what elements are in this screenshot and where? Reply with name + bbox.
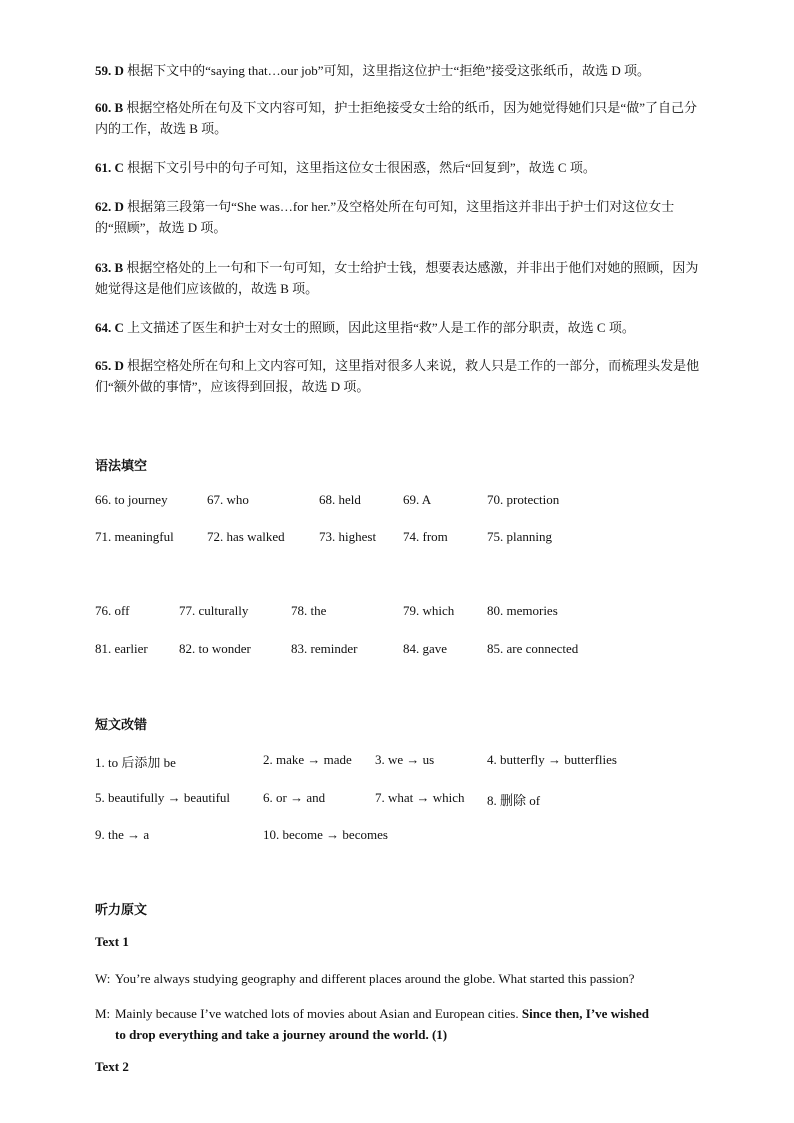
- grammar-row: [95, 492, 705, 510]
- dialogue-key-sentence: to drop everything and take a journey around the world. (1): [115, 1027, 448, 1042]
- answer-62: [95, 196, 705, 238]
- grammar-answer: 83. reminder: [291, 641, 358, 656]
- grammar-answer: 74. from: [403, 529, 448, 544]
- answer-number: 63. B: [95, 260, 124, 275]
- correction-answer: 2. make → made: [263, 752, 352, 767]
- answer-61: [95, 157, 705, 178]
- answer-60: [95, 97, 705, 139]
- grammar-answer: 69. A: [403, 492, 432, 507]
- correction-answer: 1. to 后添加 be: [95, 755, 176, 770]
- correction-answer: 9. the → a: [95, 827, 150, 842]
- correction-answer: 3. we → us: [375, 752, 435, 767]
- grammar-answer: 72. has walked: [207, 529, 285, 544]
- dialogue-text: Mainly because I’ve watched lots of movies about Asian and European cities.: [115, 1006, 522, 1021]
- answer-explanation: 根据第三段第一句“She was…for her.”及空格处所在句可知，这里指这并非出于护士们对这位女士的“照顾”，故选 D 项。: [95, 199, 675, 235]
- grammar-answer: 82. to wonder: [179, 641, 251, 656]
- grammar-answer: 71. meaningful: [95, 529, 174, 544]
- answer-number: 59. D: [95, 63, 124, 78]
- grammar-answer: 78. the: [291, 603, 327, 618]
- answer-number: 61. C: [95, 160, 124, 175]
- grammar-row: [95, 529, 705, 547]
- section-title-listening: 听力原文: [95, 902, 148, 917]
- answer-number: 64. C: [95, 320, 124, 335]
- correction-answer: 4. butterfly → butterflies: [487, 752, 617, 767]
- answer-63: [95, 257, 705, 299]
- grammar-answer: 66. to journey: [95, 492, 168, 507]
- grammar-answer: 81. earlier: [95, 641, 148, 656]
- dialogue-text: You’re always studying geography and different places around the globe. What started this passion?: [115, 971, 635, 986]
- grammar-answer: 80. memories: [487, 603, 558, 618]
- answer-explanation: 上文描述了医生和护士对女士的照顾，因此这里指“救”人是工作的部分职责，故选 C 项。: [127, 320, 635, 335]
- correction-answer: 7. what → which: [375, 790, 465, 805]
- correction-answer: 10. become → becomes: [263, 827, 388, 842]
- dialogue-line-w: [95, 968, 705, 989]
- answer-number: 62. D: [95, 199, 124, 214]
- correction-answer: 8. 删除 of: [487, 793, 541, 808]
- grammar-answer: 77. culturally: [179, 603, 249, 618]
- answer-explanation: 根据空格处的上一句和下一句可知，女士给护士钱，想要表达感激，并非出于他们对她的照顾，因为她觉得这是他们应该做的，故选 B 项。: [95, 260, 699, 296]
- grammar-answer: 76. off: [95, 603, 130, 618]
- grammar-answer: 68. held: [319, 492, 361, 507]
- grammar-row: [95, 603, 705, 621]
- grammar-answer: 75. planning: [487, 529, 552, 544]
- grammar-answer: 85. are connected: [487, 641, 579, 656]
- grammar-row: [95, 641, 705, 659]
- correction-answer: 6. or → and: [263, 790, 326, 805]
- correction-row: [95, 790, 705, 808]
- answer-explanation: 根据空格处所在句及下文内容可知，护士拒绝接受女士给的纸币，因为她觉得她们只是“做”了自己分内的工作，故选 B 项。: [95, 100, 697, 136]
- section-title-grammar: 语法填空: [95, 458, 148, 473]
- dialogue-key-sentence: Since then, I’ve wished: [521, 1006, 649, 1021]
- answer-explanation: 根据下文引号中的句子可知，这里指这位女士很困惑，然后“回复到”，故选 C 项。: [127, 160, 596, 175]
- grammar-answer: 84. gave: [403, 641, 448, 656]
- dialogue-line-m: [95, 1003, 705, 1045]
- section-title-correction: 短文改错: [95, 717, 148, 732]
- grammar-answer: 67. who: [207, 492, 249, 507]
- grammar-answer: 79. which: [403, 603, 455, 618]
- text-2-label: Text 2: [95, 1059, 129, 1074]
- correction-row: [95, 827, 705, 845]
- answer-explanation: 根据空格处所在句和上文内容可知，这里指对很多人来说，救人只是工作的一部分，而梳理头发是他们“额外做的事情”，应该得到回报，故选 D 项。: [95, 358, 700, 394]
- speaker-label: M:: [95, 1006, 111, 1021]
- text-1-label: Text 1: [95, 934, 129, 949]
- answer-number: 60. B: [95, 100, 124, 115]
- answer-64: [95, 317, 705, 338]
- answer-number: 65. D: [95, 358, 124, 373]
- grammar-answer: 73. highest: [319, 529, 377, 544]
- speaker-label: W:: [95, 971, 111, 986]
- correction-row: [95, 752, 705, 770]
- answer-59: [95, 60, 705, 81]
- answer-65: [95, 355, 705, 397]
- grammar-answer: 70. protection: [487, 492, 560, 507]
- correction-answer: 5. beautifully → beautiful: [95, 790, 231, 805]
- answer-explanation: 根据下文中的“saying that…our job”可知，这里指这位护士“拒绝”接受这张纸币，故选 D 项。: [127, 63, 650, 78]
